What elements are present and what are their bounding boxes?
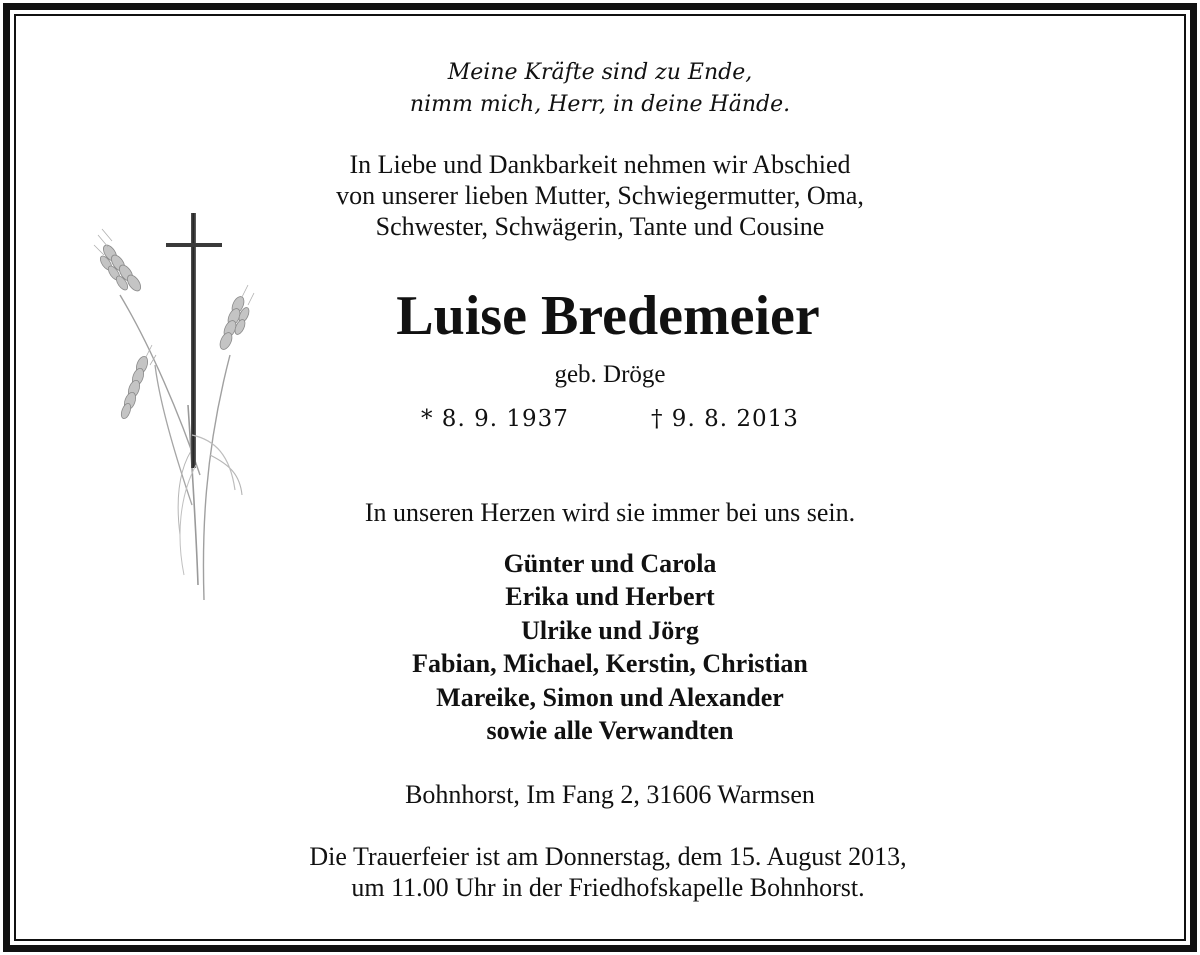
mourner-line: sowie alle Verwandten bbox=[486, 716, 734, 745]
death-date: † 9. 8. 2013 bbox=[651, 406, 799, 432]
mourner-line: Günter und Carola bbox=[503, 549, 717, 578]
quote: In unseren Herzen wird sie immer bei uns sein. bbox=[364, 498, 856, 527]
maiden-name: geb. Dröge bbox=[554, 361, 666, 388]
mourner-line: Fabian, Michael, Kerstin, Christian bbox=[412, 649, 808, 678]
motto-line-1: Meine Kräfte sind zu Ende, bbox=[447, 60, 753, 85]
intro-line-1: In Liebe und Dankbarkeit nehmen wir Abschied bbox=[349, 150, 851, 179]
mourner-line: Erika und Herbert bbox=[505, 582, 715, 611]
deceased-name: Luise Bredemeier bbox=[396, 285, 820, 347]
life-dates bbox=[0, 404, 1200, 434]
service-line-2: um 11.00 Uhr in der Friedhofskapelle Bohnhorst. bbox=[351, 873, 865, 902]
mourner-line: Mareike, Simon und Alexander bbox=[436, 683, 784, 712]
intro-line-2: von unserer lieben Mutter, Schwiegermutter, Oma, bbox=[336, 181, 864, 210]
mourner-line: Ulrike und Jörg bbox=[521, 616, 699, 645]
intro-line-3: Schwester, Schwägerin, Tante und Cousine bbox=[375, 212, 825, 241]
service-line-1: Die Trauerfeier ist am Donnerstag, dem 15. August 2013, bbox=[309, 842, 907, 871]
birth-date: * 8. 9. 1937 bbox=[421, 406, 569, 432]
motto-line-2: nimm mich, Herr, in deine Hände. bbox=[409, 92, 791, 117]
address: Bohnhorst, Im Fang 2, 31606 Warmsen bbox=[405, 780, 815, 809]
